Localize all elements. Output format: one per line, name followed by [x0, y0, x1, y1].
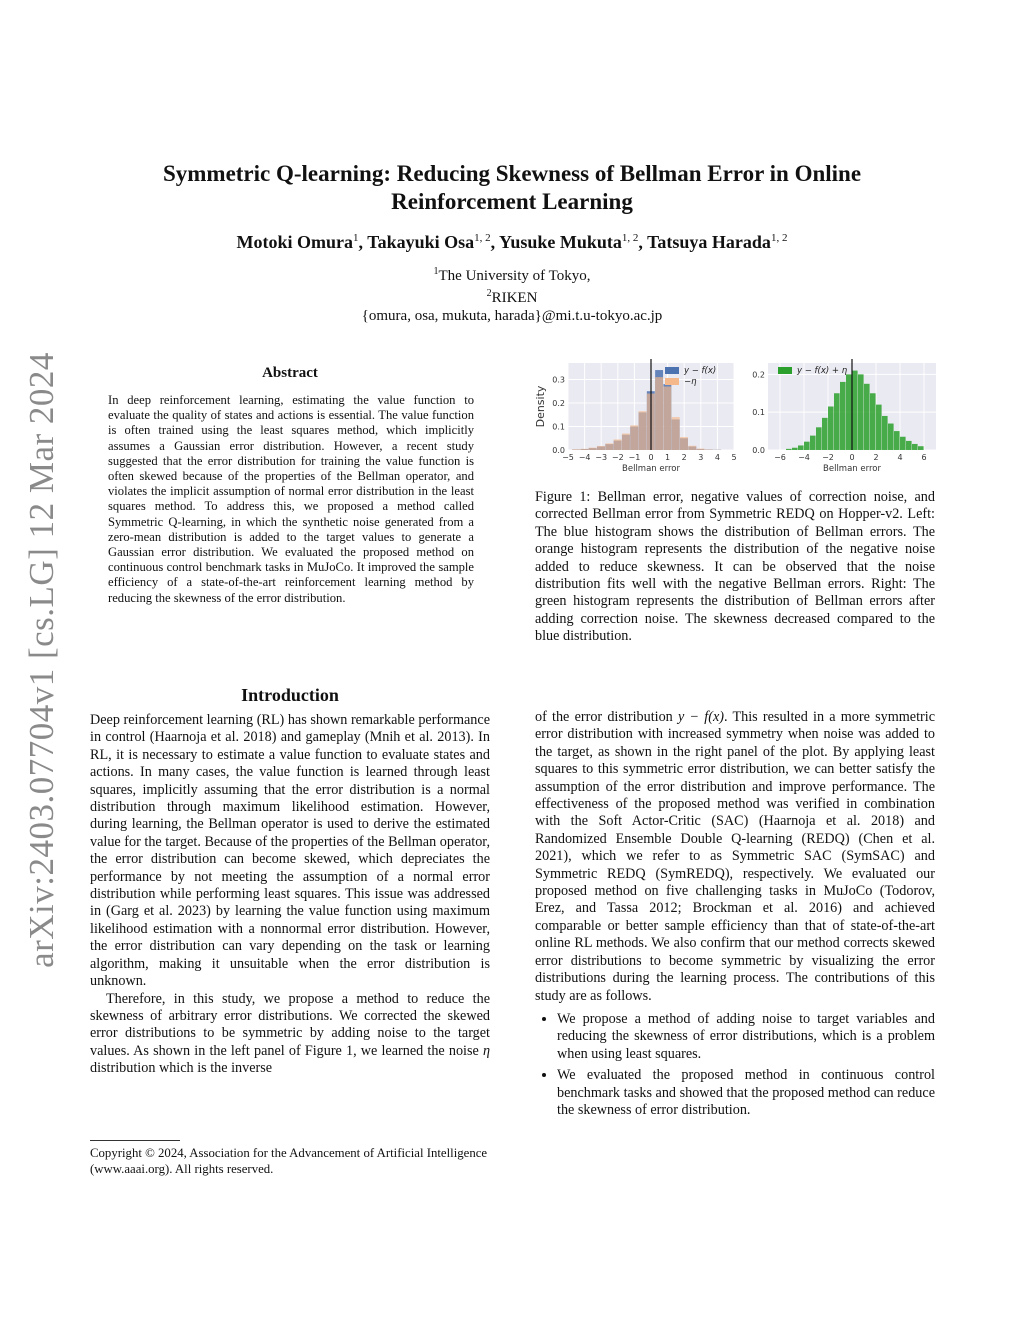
author-name: Tatsuya Harada	[647, 232, 771, 252]
legend-entry: y − f(x)	[684, 366, 717, 376]
paragraph-text: distribution which is the inverse	[90, 1060, 273, 1077]
histogram-bar	[614, 439, 622, 450]
figure-right-panel	[752, 359, 936, 474]
histogram-bar	[655, 377, 663, 450]
author-affil-sup: 1, 2	[474, 232, 491, 244]
x-tick-label: −6	[774, 453, 786, 462]
histogram-bar	[697, 449, 705, 450]
histogram-bar	[680, 437, 688, 450]
histogram-bar	[852, 371, 858, 450]
affiliation-text: The University of Tokyo,	[438, 268, 591, 284]
x-tick-label: −4	[798, 453, 810, 462]
x-tick-label: 4	[897, 453, 903, 462]
x-tick-label: −4	[578, 453, 591, 462]
x-tick-label: −1	[628, 453, 641, 462]
histogram-bar	[840, 382, 846, 450]
x-tick-label: 6	[921, 453, 927, 462]
x-tick-label: 5	[731, 453, 737, 462]
legend-entry: y − f(x) + η	[797, 366, 848, 376]
copyright-footnote: Copyright © 2024, Association for the Advancement of Artificial Intelligence (www.aaai.org). All rights reserved.	[90, 1146, 488, 1176]
x-axis-label: Bellman error	[622, 464, 680, 474]
y-tick-label: 0.1	[552, 422, 565, 432]
title-line-2: Reinforcement Learning	[391, 189, 633, 214]
histogram-bar	[672, 417, 680, 450]
x-tick-label: −5	[562, 453, 574, 462]
contribution-list	[535, 1011, 935, 1119]
contribution-item: • We evaluated the proposed method in continuous control benchmark tasks and showed that the proposed method can reduce the skewness of error distribution.	[557, 1067, 935, 1119]
histogram-bar	[912, 444, 918, 450]
x-tick-label: −3	[595, 453, 608, 462]
author-list: Motoki Omura$^1$, Takayuki Osa$^{1, 2}$, Yusuke Mukuta$^{1, 2}$, Tatsuya Harada$^{1, 2}$	[236, 232, 788, 252]
x-tick-label: 0	[648, 453, 654, 462]
histogram-bar	[605, 443, 613, 450]
histogram-bar	[888, 424, 894, 450]
y-axis-label: Density	[534, 385, 547, 428]
author-affil-sup: 1	[353, 232, 359, 244]
histogram-bar	[804, 442, 810, 450]
histogram-bar	[906, 441, 912, 450]
figure-caption: Figure 1: Bellman error, negative values of correction noise, and corrected Bellman error from Symmetric REDQ on Hopper-v2. Left: The blue histogram shows the distribution of Bellman errors. The orange histogram represents the distribution of the negative noise added to reduce skewness. It can be observed that the noise distribution fits well with the negative Bellman errors. Right: The green histogram represents the distribution of Bellman errors after adding correction noise. The skewness decreased compared to the blue distribution.	[535, 489, 935, 645]
title-line-1: Symmetric Q-learning: Reducing Skewness of Bellman Error in Online	[162, 161, 862, 186]
x-tick-label: 2	[873, 453, 879, 462]
histogram-bar	[894, 431, 900, 450]
y-tick-label: 0.1	[752, 408, 765, 418]
histogram-bar	[798, 445, 804, 450]
affiliation-2	[110, 285, 914, 307]
histogram-bar	[870, 393, 876, 450]
author-affil-sup: 1, 2	[621, 232, 639, 244]
histogram-bar	[882, 416, 888, 450]
y-tick-label: 0.0	[752, 446, 765, 455]
histogram-bar	[834, 393, 840, 450]
author-name: Yusuke Mukuta	[498, 232, 622, 252]
intro-paragraph-1: Deep reinforcement learning (RL) has shown remarkable performance in control (Haarnoja et al. 2018) and gameplay (Mnih et al. 2013). In RL, it is necessary to estimate a value function to evaluate states and actions. In many cases, the value function is learned through least squares, implicitly assuming that the error distribution is a normal distribution through maximum likelihood estimation. However, during learning, the Bellman operator is used to derive the estimated value for the target. Because of the properties of the Bellman operator, the error distribution can become skewed, which depreciates the performance by not meeting the assumption of a normal error distribution while performing least squares. This issue was addressed in (Garg et al. 2023) by learning the value function using maximum likelihood estimation with a nonnormal error distribution. However, the error distribution can vary depending on the task or learning algorithm, making it unsuitable when the error distribution is unknown.	[90, 712, 490, 990]
histogram-bar	[822, 418, 828, 450]
paper-title	[110, 160, 914, 216]
x-tick-label: −2	[822, 453, 834, 462]
histogram-bar	[572, 449, 580, 450]
arxiv-identifier: arXiv:2403.07704v1 [cs.LG] 12 Mar 2024	[22, 352, 62, 968]
author-emails: {omura, osa, mukuta, harada}@mi.t.u-tokyo.ac.jp	[361, 308, 663, 324]
right-column	[535, 709, 935, 1123]
x-tick-label: 3	[698, 453, 704, 462]
x-tick-label: 4	[714, 453, 720, 462]
introduction-heading: Introduction	[241, 685, 339, 705]
histogram-bar	[580, 449, 588, 450]
y-tick-label: 0.0	[552, 446, 565, 455]
paragraph-text: Therefore, in this study, we propose a method to reduce the skewness of arbitrary error distributions. We corrected the skewed error distributions to be symmetric by adding noise to the target values. As shown in the left panel of Figure 1, we learned the noise	[90, 990, 490, 1059]
error-expression: y − f(x)	[677, 709, 724, 725]
paragraph-text: . This resulted in a more symmetric error distribution with increased symmetry when noise was added to the target, as shown in the right panel of the plot. By applying least squares to this symmetric error distribution, we can better satisfy the assumption of the error distribution and improve performance. The effectiveness of the proposed method was verified in combination with the Soft Actor-Critic (SAC) (Haarnoja et al. 2018) and Randomized Ensemble Double Q-learning (REDQ) (Chen et al. 2021), which we refer to as Symmetric SAC (SymSAC) and Symmetric REDQ (SymREDQ), respectively. We evaluated our proposed method on five challenging tasks in MuJoCo (Todorov, Erez, and Tassa 2012; Brockman et al. 2016) and achieved comparable or better sample efficiency than that of state-of-the-art online RL methods. We also confirm that our method corrects skewed error distributions to become symmetric by visualizing the error distributions during the learning process. The contributions of this study are as follows.	[535, 709, 936, 1004]
x-tick-label: 0	[849, 453, 855, 462]
affiliation-sup: 2	[486, 288, 492, 299]
histogram-bar	[597, 446, 605, 450]
arxiv-side-label-box	[22, 350, 62, 970]
author-name: Motoki Omura	[236, 232, 354, 252]
histogram-bar	[900, 437, 906, 450]
intro-paragraph-3	[535, 709, 935, 1005]
affiliations	[110, 263, 914, 325]
intro-paragraph-2	[90, 991, 490, 1078]
legend-swatch	[665, 378, 679, 385]
x-axis-label: Bellman error	[823, 464, 881, 474]
histogram-bar	[589, 448, 597, 450]
affiliation-1	[110, 263, 914, 285]
footnote-rule	[90, 1140, 180, 1141]
y-tick-label: 0.2	[752, 370, 765, 380]
histogram-bar	[864, 384, 870, 450]
contribution-item: • We propose a method of adding noise to target variables and reducing the skewness of error distributions, which is a problem when using least squares.	[557, 1011, 935, 1063]
histogram-bar	[816, 427, 822, 450]
histogram-bar	[876, 405, 882, 450]
x-tick-label: 2	[681, 453, 687, 462]
histogram-bar	[810, 436, 816, 450]
legend-entry: −η	[684, 377, 697, 387]
histogram-bar	[828, 407, 834, 451]
figure-left-panel	[534, 359, 737, 474]
histogram-bar	[688, 446, 696, 450]
y-tick-label: 0.3	[552, 375, 565, 385]
histogram-bar	[792, 448, 798, 450]
legend-swatch	[665, 367, 679, 374]
author-affil-sup: 1, 2	[770, 232, 788, 244]
author-name: Takayuki Osa	[367, 232, 475, 252]
histogram-bar	[846, 374, 852, 450]
legend-swatch	[778, 367, 792, 374]
left-column	[90, 712, 490, 1078]
histogram-bar	[622, 434, 630, 450]
y-tick-label: 0.2	[552, 398, 565, 408]
figure-1	[530, 355, 950, 480]
affiliation-text: RIKEN	[491, 290, 538, 306]
affiliation-sup: 1	[433, 266, 439, 277]
histogram-bar	[639, 411, 647, 450]
abstract-heading: Abstract	[262, 365, 318, 381]
histogram-bar	[630, 425, 638, 450]
eta-symbol: η	[482, 1042, 490, 1059]
histogram-bar	[858, 374, 864, 450]
histogram-bar	[918, 446, 924, 450]
x-tick-label: −2	[611, 453, 624, 462]
histogram-bar	[663, 387, 671, 450]
x-tick-label: 1	[665, 453, 671, 462]
histogram-bar	[786, 449, 792, 450]
abstract-text: In deep reinforcement learning, estimating the value function to evaluate the quality of states and actions is essential. The value function is often trained using the least squares method, which implicitly assumes a Gaussian error distribution. However, a recent study suggested that the error distribution for training the value function is often skewed because of the properties of the Bellman operator, and violates the implicit assumption of normal error distribution in the least squares method. To address this, we proposed a method called Symmetric Q-learning, in which the synthetic noise generated from a zero-mean distribution is added to the target values to generate a Gaussian error distribution. We evaluated the proposed method on continuous control benchmark tasks in MuJoCo. It improved the sample efficiency of a state-of-the-art reinforcement learning method by reducing the skewness of the error distribution.	[108, 393, 474, 605]
paragraph-text: of the error distribution	[535, 709, 678, 725]
